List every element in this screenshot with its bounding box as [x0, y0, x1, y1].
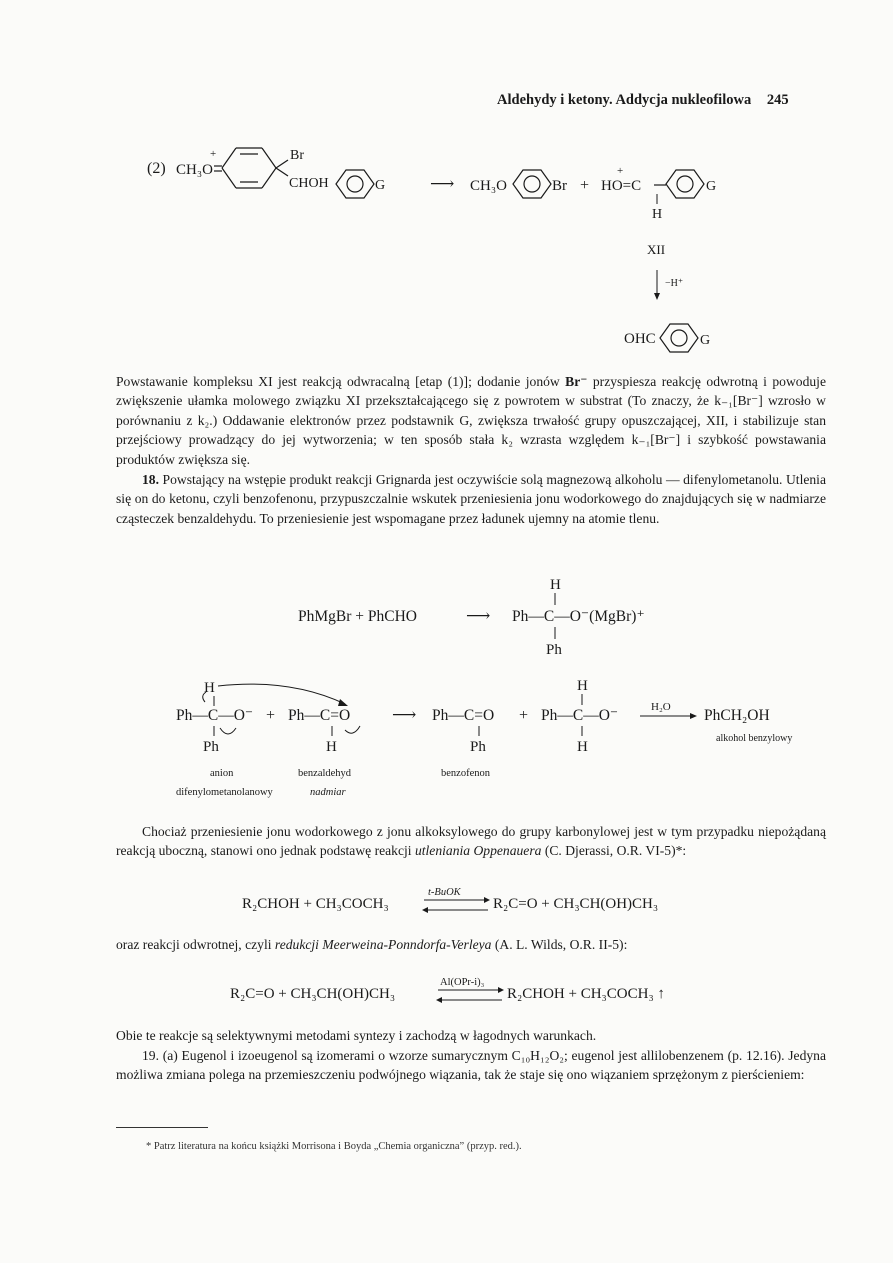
- scheme-top: [0, 130, 893, 355]
- water-label: H₂O: [651, 701, 671, 713]
- reactant-methoxy: CH₃O: [176, 162, 213, 178]
- aldehyde-h: H: [326, 739, 337, 755]
- plus-sign: +: [580, 177, 590, 194]
- transfer-h: H: [204, 680, 215, 696]
- ketone-structure: Ph—C=O: [432, 707, 495, 724]
- paragraph-1: [116, 372, 826, 469]
- plus-1: +: [266, 707, 276, 724]
- product-methoxy: CH₃O: [470, 178, 507, 194]
- aldehyde-final: OHC: [624, 331, 656, 347]
- grignard-ph: Ph: [546, 642, 562, 658]
- product-bromo: Br: [552, 178, 567, 194]
- arrow-head: [436, 997, 442, 1003]
- footnote-rule: [116, 1127, 208, 1128]
- grignard-h: H: [550, 577, 561, 593]
- choh-label: CHOH: [289, 176, 329, 191]
- scheme-label: (2): [147, 160, 166, 177]
- para6-text: 19. (a) Eugenol i izoeugenol są izomerami o wzorze sumarycznym C₁₀H₁₂O₂; eugenol jest allilobenzenem (p. 12.16). Jedyna możliwa zmiana polega na przemieszczeniu podwójnego wiązania, tak że staje się ono wiązaniem sprzężonym z pierścieniem:: [116, 1048, 826, 1083]
- alkoxide-structure: Ph—C—O⁻: [541, 707, 619, 724]
- header-title: Aldehydy i ketony. Addycja nukleofilowa: [497, 92, 752, 108]
- page-number: 245: [766, 92, 789, 108]
- para4-text-a: oraz reakcji odwrotnej, czyli: [116, 937, 275, 952]
- arrow-head: [422, 907, 428, 913]
- mpv-left: R₂C=O + CH₃CH(OH)CH₃: [230, 986, 396, 1002]
- opp-right: R₂C=O + CH₃CH(OH)CH₃: [493, 896, 659, 912]
- opp-cond: t-BuOK: [428, 887, 461, 898]
- paragraph-4: [116, 935, 826, 954]
- label-excess: nadmiar: [310, 787, 346, 798]
- para3-text-b: (C. Djerassi, O.R. VI-5)*:: [541, 843, 687, 859]
- item-18: 18.: [142, 472, 159, 487]
- para1-text-a: Powstawanie kompleksu XI jest reakcją odwracalną [etap (1)]; dodanie jonów: [116, 374, 566, 389]
- mpv-equation: [0, 968, 893, 1013]
- anion-structure: Ph—C—O⁻: [176, 707, 254, 724]
- plus-2: +: [519, 707, 529, 724]
- hydrogen-label: H: [652, 207, 663, 222]
- footnote-text: * Patrz literatura na końcu książki Morrisona i Boyda „Chemia organiczna” (przyp. red.).: [146, 1141, 522, 1152]
- reaction-arrow-1: ⟶: [430, 174, 455, 193]
- para3-text-a: Chociaż przeniesienie jonu wodorkowego z jonu alkoksylowego do grupy karbonylowej jest w tym przypadku niepożądaną reakcją uboczną, stanowi ono jednak podstawę reakcji: [116, 824, 826, 859]
- substituent-g-2: G: [706, 179, 717, 194]
- opp-left: R₂CHOH + CH₃COCH₃: [242, 896, 389, 912]
- label-benzophenone: benzofenon: [441, 768, 490, 779]
- alkoxide-h-bot: H: [577, 739, 588, 755]
- label-benzaldehyde: benzaldehyd: [298, 768, 352, 779]
- paragraph-3: [116, 822, 826, 861]
- arrow-head: [498, 987, 504, 993]
- aldehyde-structure: Ph—C=O: [288, 707, 351, 724]
- paragraph-5: [116, 1026, 826, 1045]
- para1-text-b: przyspiesza reakcję odwrotną i powoduje zwiększenie ułamka molowego związku XI przekształcającego się z powrotem w substrat (To znaczy, że k₋₁[Br⁻] wzrosło w porównaniu z k₂.) Oddawanie elektronów przez podstawnik G, zwiększa trwałość grupy opuszczającej, XII, i stabilizuje stan przejściowy prowadzący do jej wytworzenia; w ten sposób stała k₂ wzrasta względem k₋₁[Br⁻] i szybkość powstawania produktów zwiększa się.: [116, 374, 826, 467]
- oppenauer-italic: utleniania Oppenauera: [414, 843, 542, 859]
- curved-arrow: [345, 726, 360, 733]
- transfer-arrow: ⟶: [392, 705, 417, 724]
- grignard-arrow: ⟶: [466, 606, 491, 625]
- substituent-g-1: G: [375, 178, 386, 193]
- grignard-reactants: PhMgBr + PhCHO: [298, 608, 417, 625]
- hydride-transfer-scheme: [0, 668, 893, 803]
- benzene-ring-3: [666, 170, 704, 198]
- bromo-label: Br: [290, 148, 304, 163]
- arrow-head: [484, 897, 490, 903]
- benzene-ring-2: [513, 170, 551, 198]
- step-label: −H⁺: [665, 278, 684, 289]
- mpv-right: R₂CHOH + CH₃COCH₃ ↑: [507, 986, 665, 1002]
- alkoxide-h-top: H: [577, 678, 588, 694]
- benzene-ring-1: [336, 170, 374, 198]
- para2-text: Powstający na wstępie produkt reakcji Grignarda jest oczywiście solą magnezową alkoholu — difenylometanolu. Utlenia się on do ketonu, czyli benzofenonu, przypuszczalnie wskutek przeniesienia jonu wodorkowego do znajdujących się w nadmiarze cząsteczek benzaldehydu. To przeniesienie jest wspomagane przez ładunek ujemny na atomie tlenu.: [116, 472, 826, 526]
- paragraph-6: [116, 1046, 826, 1085]
- grignard-equation: [0, 575, 893, 660]
- arrow-head: [654, 293, 660, 300]
- oxonium-plus-2: +: [617, 165, 624, 177]
- footnote: [146, 1141, 522, 1152]
- br-minus: Br⁻: [565, 374, 588, 389]
- label-anion-2: difenylometanolanowy: [176, 787, 273, 798]
- grignard-product: Ph—C—O⁻(MgBr)⁺: [512, 608, 645, 625]
- arrow-head: [690, 713, 697, 719]
- para4-text-b: (A. L. Wilds, O.R. II-5):: [491, 937, 628, 952]
- arrow-head: [338, 699, 348, 706]
- para5-text: Obie te reakcje są selektywnymi metodami syntezy i zachodzą w łagodnych warunkach.: [116, 1028, 597, 1043]
- oxonium-plus: +: [210, 148, 217, 160]
- oppenauer-equation: [0, 878, 893, 923]
- benzyl-alcohol: PhCH₂OH: [704, 707, 770, 724]
- benzene-ring-4: [660, 324, 698, 352]
- paragraph-2: [116, 470, 826, 528]
- substituent-g-3: G: [700, 333, 711, 348]
- label-benzyl-alcohol: alkohol benzylowy: [716, 733, 793, 744]
- oxonium-ion: HO=C: [601, 178, 642, 194]
- running-header: [497, 92, 789, 109]
- mpv-cond: Al(OPr-i)₃: [440, 977, 485, 988]
- anion-ph: Ph: [203, 739, 219, 755]
- compound-xii-label: XII: [647, 242, 666, 257]
- mpv-italic: redukcji Meerweina-Ponndorfa-Verleya: [274, 937, 492, 952]
- hydride-arrow: [218, 684, 345, 704]
- label-anion: anion: [210, 768, 234, 779]
- ketone-ph: Ph: [470, 739, 486, 755]
- curved-arrow: [220, 728, 236, 734]
- quinoid-ring: [214, 148, 288, 188]
